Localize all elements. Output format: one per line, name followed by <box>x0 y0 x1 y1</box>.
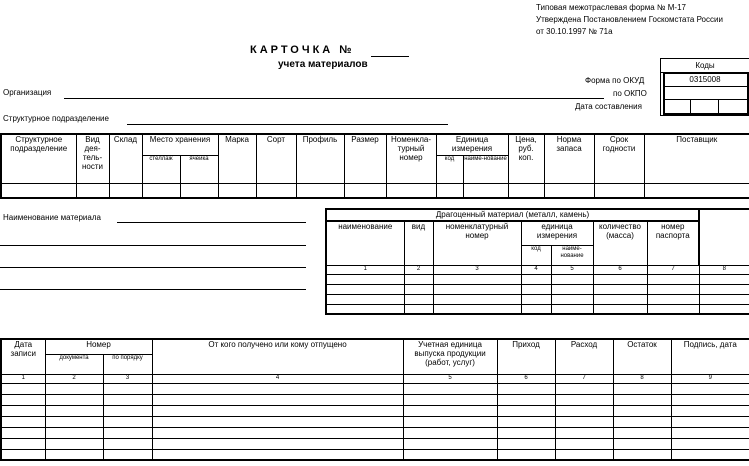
col-size: Размер <box>344 134 386 183</box>
num-cell: 1 <box>1 374 45 383</box>
material-name-label: Наименование материала <box>3 213 101 222</box>
division-line <box>127 124 448 125</box>
okud-label: Форма по ОКУД <box>585 76 645 85</box>
col-precious-kind: вид <box>404 221 433 265</box>
col-precious-name: наименование <box>326 221 404 265</box>
card-subtitle: учета материалов <box>278 59 368 70</box>
material-name-line-1 <box>117 222 306 223</box>
col-order-number: по порядку <box>103 354 152 374</box>
col-precious-qty: количество (масса) <box>593 221 647 265</box>
card-number-line <box>371 56 409 57</box>
col-precious-unit-code: код <box>521 245 551 265</box>
col-accounting-unit: Учетная единица выпуска продукции (работ, услуг) <box>403 339 497 374</box>
precious-title: Драгоценный материал (металл, камень) <box>326 209 699 221</box>
col-price: Цена, руб. коп. <box>508 134 544 183</box>
num-cell: 5 <box>551 265 593 274</box>
form-note-line1: Типовая межотраслевая форма № М-17 <box>536 3 686 12</box>
col-profile: Профиль <box>296 134 344 183</box>
col-balance: Остаток <box>613 339 671 374</box>
num-cell: 6 <box>593 265 647 274</box>
num-cell: 7 <box>647 265 699 274</box>
col-unit-code: код <box>436 155 463 183</box>
num-cell: 8 <box>613 374 671 383</box>
num-cell: 2 <box>45 374 103 383</box>
col-precious-passport: номер паспорта <box>647 221 699 265</box>
material-name-line-2 <box>0 245 306 246</box>
card-title: КАРТОЧКА № <box>250 44 355 56</box>
col-storage-place: Место хранения <box>142 134 218 155</box>
col-warehouse: Склад <box>109 134 142 183</box>
col-precious-nomenclature: номенклатурный номер <box>433 221 521 265</box>
num-cell: 1 <box>326 265 404 274</box>
col-supplier: Поставщик <box>644 134 749 183</box>
col-expense: Расход <box>555 339 613 374</box>
col-entry-date: Дата записи <box>1 339 45 374</box>
col-receipt: Приход <box>497 339 555 374</box>
precious-material-table <box>325 208 749 315</box>
col-signature-date: Подпись, дата <box>671 339 749 374</box>
material-attributes-table <box>0 133 749 199</box>
num-cell: 7 <box>555 374 613 383</box>
num-cell: 2 <box>404 265 433 274</box>
col-rack: стеллаж <box>142 155 180 183</box>
movement-table <box>0 338 749 461</box>
form-note-line2: Утверждена Постановлением Госкомстата России <box>536 15 723 24</box>
col-cell: ячейка <box>180 155 218 183</box>
num-cell: 9 <box>671 374 749 383</box>
col-unit-name: наиме-нование <box>463 155 508 183</box>
col-counterparty: От кого получено или кому отпущено <box>152 339 403 374</box>
col-shelf-life: Срок годности <box>594 134 644 183</box>
col-number: Номер <box>45 339 152 354</box>
okpo-label: по ОКПО <box>613 89 647 98</box>
col-brand: Марка <box>218 134 256 183</box>
col-document-number: документа <box>45 354 103 374</box>
num-cell: 3 <box>103 374 152 383</box>
col-activity: Вид дея-тель-ности <box>76 134 109 183</box>
num-cell: 8 <box>699 265 749 274</box>
codes-header: Коды <box>695 61 715 70</box>
codes-box <box>660 58 749 116</box>
organization-line <box>64 98 604 99</box>
col-nomenclature: Номенкла-турный номер <box>386 134 436 183</box>
num-cell: 6 <box>497 374 555 383</box>
num-cell: 5 <box>403 374 497 383</box>
col-division: Структурное подразделение <box>1 134 76 183</box>
col-precious-unit: единица измерения <box>521 221 593 245</box>
date-label: Дата составления <box>575 102 642 111</box>
material-name-line-3 <box>0 267 306 268</box>
organization-label: Организация <box>3 88 52 97</box>
num-cell: 3 <box>433 265 521 274</box>
material-name-line-4 <box>0 289 306 290</box>
form-note-line3: от 30.10.1997 № 71а <box>536 27 613 36</box>
num-cell: 4 <box>521 265 551 274</box>
num-cell: 4 <box>152 374 403 383</box>
col-grade: Сорт <box>256 134 296 183</box>
division-label: Структурное подразделение <box>3 114 109 123</box>
col-precious-unit-name: наиме-нование <box>551 245 593 265</box>
col-unit: Единица измерения <box>436 134 508 155</box>
okud-value: 0315008 <box>689 75 721 84</box>
col-stock-norm: Норма запаса <box>544 134 594 183</box>
